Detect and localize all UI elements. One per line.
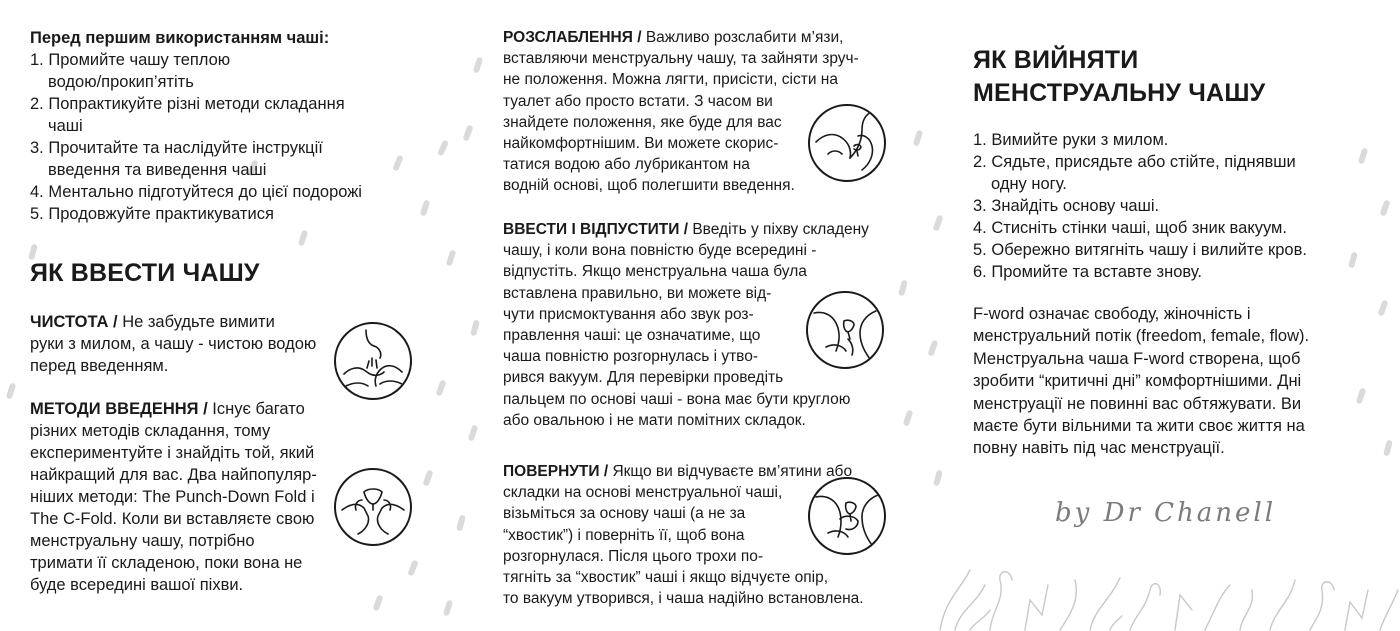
insert-heading: ЯК ВВЕСТИ ЧАШУ bbox=[30, 259, 260, 287]
list-item-continued: водою/прокип’ятіть bbox=[48, 73, 194, 91]
remove-heading-line2: МЕНСТРУАЛЬНУ ЧАШУ bbox=[973, 79, 1266, 107]
hand-washing-icon bbox=[334, 322, 412, 400]
list-item: 2. Сядьте, присядьте або стійте, піднявши bbox=[973, 153, 1296, 171]
list-item-continued: введення та виведення чаші bbox=[48, 161, 267, 179]
relax-label: РОЗСЛАБЛЕННЯ / bbox=[503, 29, 642, 46]
cup-rotation-icon bbox=[808, 477, 886, 555]
about-paragraph: F-word означає свободу, жіночність і менструальний потік (freedom, female, flow). Менструальна чаша F-word створена, щоб зробити “критичні дні” комфортнішими. Дні менструації не повинні вас обтяжувати. Ви маєте бути вільними та жити своє життя на повну навіть під час менструації. bbox=[973, 305, 1310, 458]
rotate-label: ПОВЕРНУТИ / bbox=[503, 463, 609, 480]
insert-release-label: ВВЕСТИ І ВІДПУСТИТИ / bbox=[503, 221, 689, 238]
decorative-pattern bbox=[930, 560, 1400, 631]
list-item: 4. Стисніть стінки чаші, щоб зник вакуум. bbox=[973, 219, 1287, 237]
rotate-section: ПОВЕРНУТИ / Якщо ви відчуваєте вм’ятини або складки на основі менструальної чаші, візьміться за основу чаші (а не за “хвостик”) і поверніть її, щоб вона розгорнулася. Після цього трохи по- тягніть за “хвостик” чаші і якщо відчуєте опір, то вакуум утворився, і чаша надійно встановлена. bbox=[503, 463, 864, 608]
cup-folding-icon bbox=[334, 468, 412, 546]
cup-insertion-icon bbox=[806, 291, 884, 369]
list-item: 2. Попрактикуйте різні методи складання bbox=[30, 95, 345, 113]
list-item: 1. Вимийте руки з милом. bbox=[973, 131, 1169, 149]
cleanliness-label: ЧИСТОТА / bbox=[30, 313, 118, 331]
before-use-title: Перед першим використанням чаші: bbox=[30, 29, 330, 47]
list-item: 6. Промийте та вставте знову. bbox=[973, 263, 1202, 281]
list-item: 5. Продовжуйте практикуватися bbox=[30, 205, 274, 223]
cleanliness-section: ЧИСТОТА / Не забудьте вимити руки з милом, а чашу - чистою водою перед введенням. bbox=[30, 313, 317, 375]
remove-heading-line1: ЯК ВИЙНЯТИ bbox=[973, 46, 1139, 74]
relax-section: РОЗСЛАБЛЕННЯ / Важливо розслабити м’язи, вставляючи менструальну чашу, та зайняти зруч- не положення. Можна лягти, присісти, сісти на туалет або просто встати. З часом ви знайдете положення, яке буде для вас найкомфортнішим. Ви можете скорис- татися водою або лубрикантом на водній основі, щоб полегшити введення. bbox=[503, 29, 859, 195]
methods-section: МЕТОДИ ВВЕДЕННЯ / Існує багато різних методів складання, тому експериментуйте і знайдіть той, який найкращий для вас. Два найпопуляр- ніших методи: The Punch-Down Fold і The C-Fold. Коли ви вставляєте свою менструальну чашу, потрібно тримати її складеною, поки вона не буде всередині вашої піхви. bbox=[30, 400, 317, 594]
list-item-continued: одну ногу. bbox=[991, 175, 1067, 193]
remove-list bbox=[973, 129, 1373, 283]
list-item-continued: чаші bbox=[48, 117, 83, 135]
list-item: 3. Знайдіть основу чаші. bbox=[973, 197, 1160, 215]
list-item: 1. Промийте чашу теплою bbox=[30, 51, 231, 69]
list-item: 4. Ментально підготуйтеся до цієї подорожі bbox=[30, 183, 362, 201]
before-use-list bbox=[30, 49, 430, 225]
list-item: 5. Обережно витягніть чашу і вилийте кров. bbox=[973, 241, 1307, 259]
list-item: 3. Прочитайте та наслідуйте інструкції bbox=[30, 139, 323, 157]
insert-release-section: ВВЕСТИ І ВІДПУСТИТИ / Введіть у піхву складену чашу, і коли вона повністю буде всередині - відпустіть. Якщо менструальна чаша була вставлена правильно, ви можете від- чути присмоктування або звук роз- правлення чаші: це означатиме, що чаша повністю розгорнулась і утво- рився вакуум. Для перевірки проведіть пальцем по основі чаші - вона має бути круглою або овальною і не мати помітних складок. bbox=[503, 221, 869, 429]
methods-label: МЕТОДИ ВВЕДЕННЯ / bbox=[30, 400, 208, 418]
relaxed-pose-icon bbox=[808, 104, 886, 182]
signature: by Dr Chanell bbox=[1055, 498, 1277, 528]
